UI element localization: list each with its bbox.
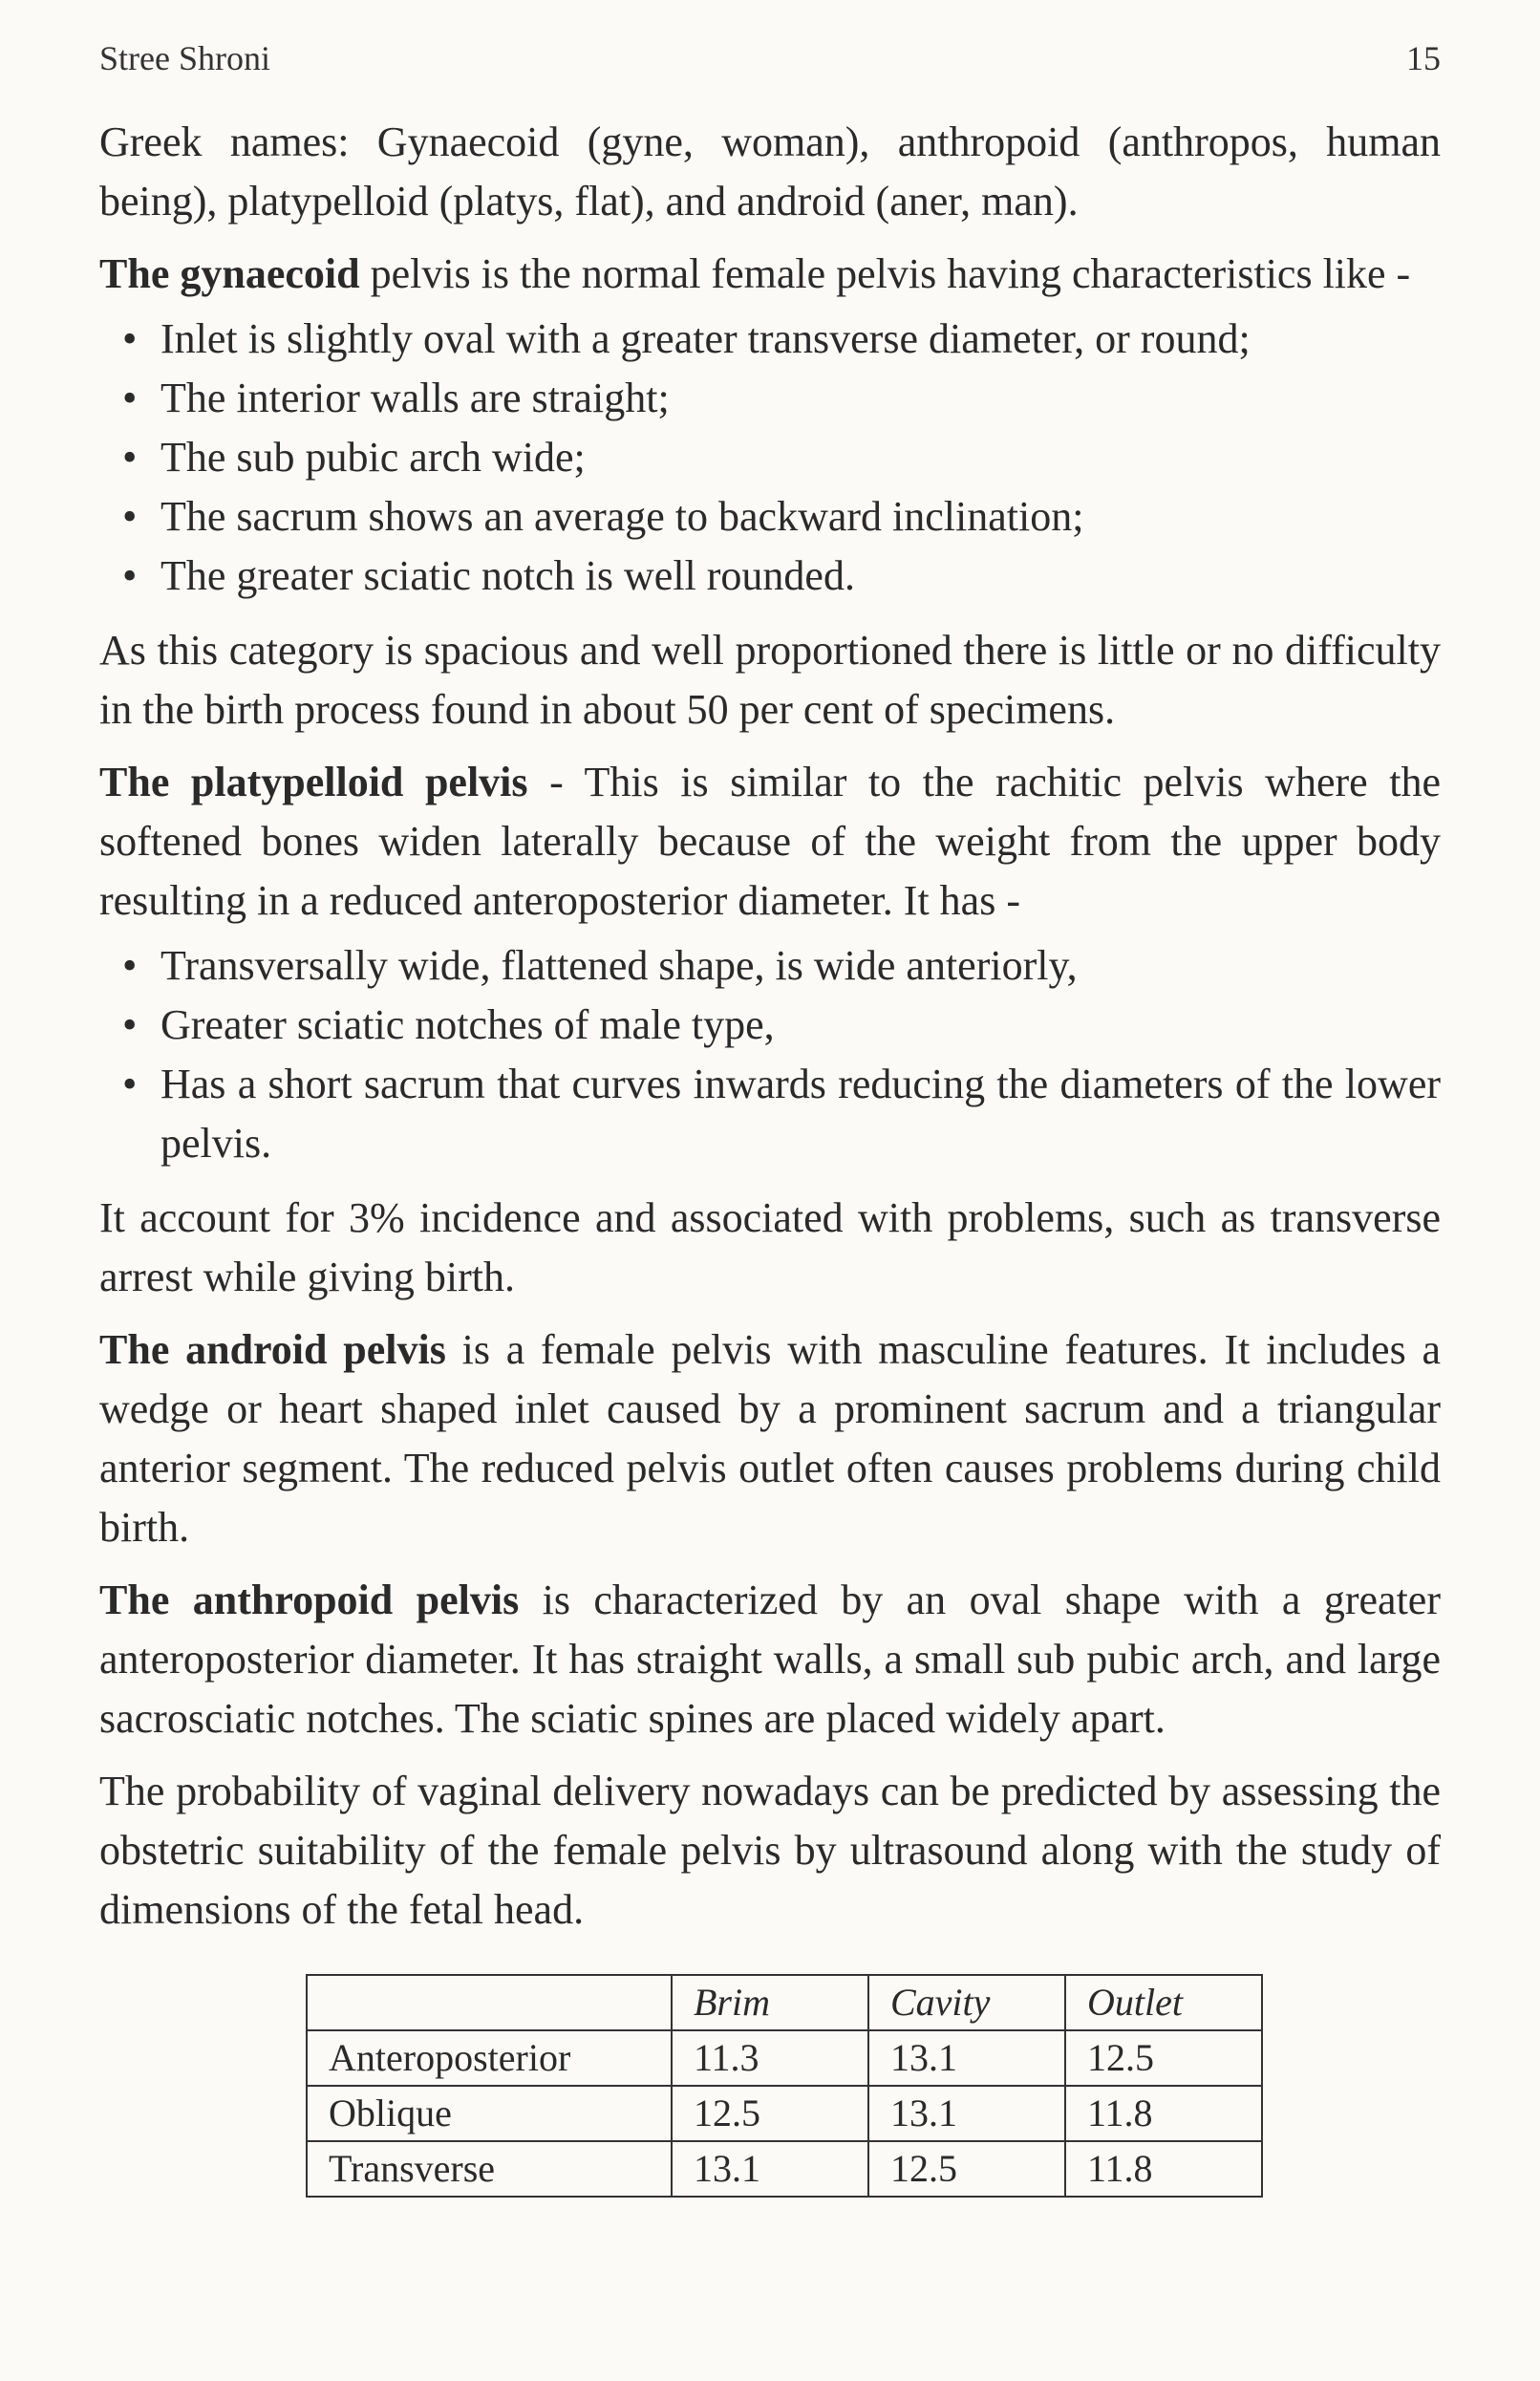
android-paragraph xyxy=(99,1320,1441,1557)
table-header-row xyxy=(307,1975,1262,2030)
header-title: Stree Shroni xyxy=(99,39,270,77)
anthropoid-text: is characterized by an oval shape with a greater anteroposterior diameter. It has straight walls, a small sub pubic arch, and large sacrosciatic notches. The sciatic spines are placed widely apart. xyxy=(99,1577,1441,1742)
table-cell: 13.1 xyxy=(868,2086,1065,2141)
platypelloid-paragraph xyxy=(99,753,1441,931)
list-item: • The greater sciatic notch is well rounded. xyxy=(99,547,1441,606)
android-term: The android pelvis xyxy=(99,1326,446,1373)
dimensions-table-wrapper xyxy=(99,1974,1441,2198)
row-label: Anteroposterior xyxy=(307,2030,672,2086)
table-cell: 12.5 xyxy=(672,2086,868,2141)
pelvis-dimensions-table xyxy=(306,1974,1263,2198)
list-item: • The sacrum shows an average to backward inclination; xyxy=(99,487,1441,547)
table-corner-cell xyxy=(307,1975,672,2030)
platypelloid-text: - This is similar to the rachitic pelvis where the softened bones widen laterally because of the weight from the upper body resulting in a reduced anteroposterior diameter. It has - xyxy=(99,759,1441,924)
table-row xyxy=(307,2141,1262,2197)
list-item: • Has a short sacrum that curves inwards reducing the diameters of the lower pelvis. xyxy=(99,1055,1441,1173)
anthropoid-paragraph xyxy=(99,1571,1441,1748)
column-header-outlet: Outlet xyxy=(1065,1975,1262,2030)
platypelloid-bullet-list xyxy=(99,936,1441,1173)
list-item: • Greater sciatic notches of male type, xyxy=(99,996,1441,1055)
closing-paragraph: The probability of vaginal delivery nowadays can be predicted by assessing the obstetric suitability of the female pelvis by ultrasound along with the study of dimensions of the fetal head. xyxy=(99,1768,1441,1933)
list-item: • Inlet is slightly oval with a greater transverse diameter, or round; xyxy=(99,310,1441,369)
list-item: • The sub pubic arch wide; xyxy=(99,428,1441,487)
row-label: Transverse xyxy=(307,2141,672,2197)
table-cell: 11.8 xyxy=(1065,2086,1262,2141)
column-header-cavity: Cavity xyxy=(868,1975,1065,2030)
table-cell: 11.3 xyxy=(672,2030,868,2086)
platypelloid-term: The platypelloid pelvis xyxy=(99,759,528,805)
gynaecoid-term: The gynaecoid xyxy=(99,250,360,297)
table-row xyxy=(307,2030,1262,2086)
platypelloid-summary: It account for 3% incidence and associated with problems, such as transverse arrest while giving birth. xyxy=(99,1194,1441,1300)
row-label: Oblique xyxy=(307,2086,672,2141)
anthropoid-term: The anthropoid pelvis xyxy=(99,1577,520,1623)
gynaecoid-bullet-list xyxy=(99,310,1441,606)
column-header-brim: Brim xyxy=(672,1975,868,2030)
table-cell: 12.5 xyxy=(1065,2030,1262,2086)
table-cell: 12.5 xyxy=(868,2141,1065,2197)
page-number: 15 xyxy=(1406,39,1441,77)
table-cell: 13.1 xyxy=(672,2141,868,2197)
gynaecoid-text: pelvis is the normal female pelvis having characteristics like - xyxy=(359,250,1411,297)
list-item: • Transversally wide, flattened shape, is wide anteriorly, xyxy=(99,936,1441,996)
intro-paragraph: Greek names: Gynaecoid (gyne, woman), anthropoid (anthropos, human being), platypelloid (platys, flat), and android (aner, man). xyxy=(99,118,1441,225)
list-item: • The interior walls are straight; xyxy=(99,369,1441,428)
android-text: is a female pelvis with masculine features. It includes a wedge or heart shaped inlet caused by a prominent sacrum and a triangular anterior segment. The reduced pelvis outlet often causes problems during child birth. xyxy=(99,1326,1441,1551)
gynaecoid-paragraph xyxy=(99,245,1441,304)
table-cell: 13.1 xyxy=(868,2030,1065,2086)
gynaecoid-summary: As this category is spacious and well proportioned there is little or no difficulty in the birth process found in about 50 per cent of specimens. xyxy=(99,627,1441,733)
table-row xyxy=(307,2086,1262,2141)
running-header xyxy=(99,38,1441,78)
table-cell: 11.8 xyxy=(1065,2141,1262,2197)
document-page xyxy=(99,38,1441,2198)
